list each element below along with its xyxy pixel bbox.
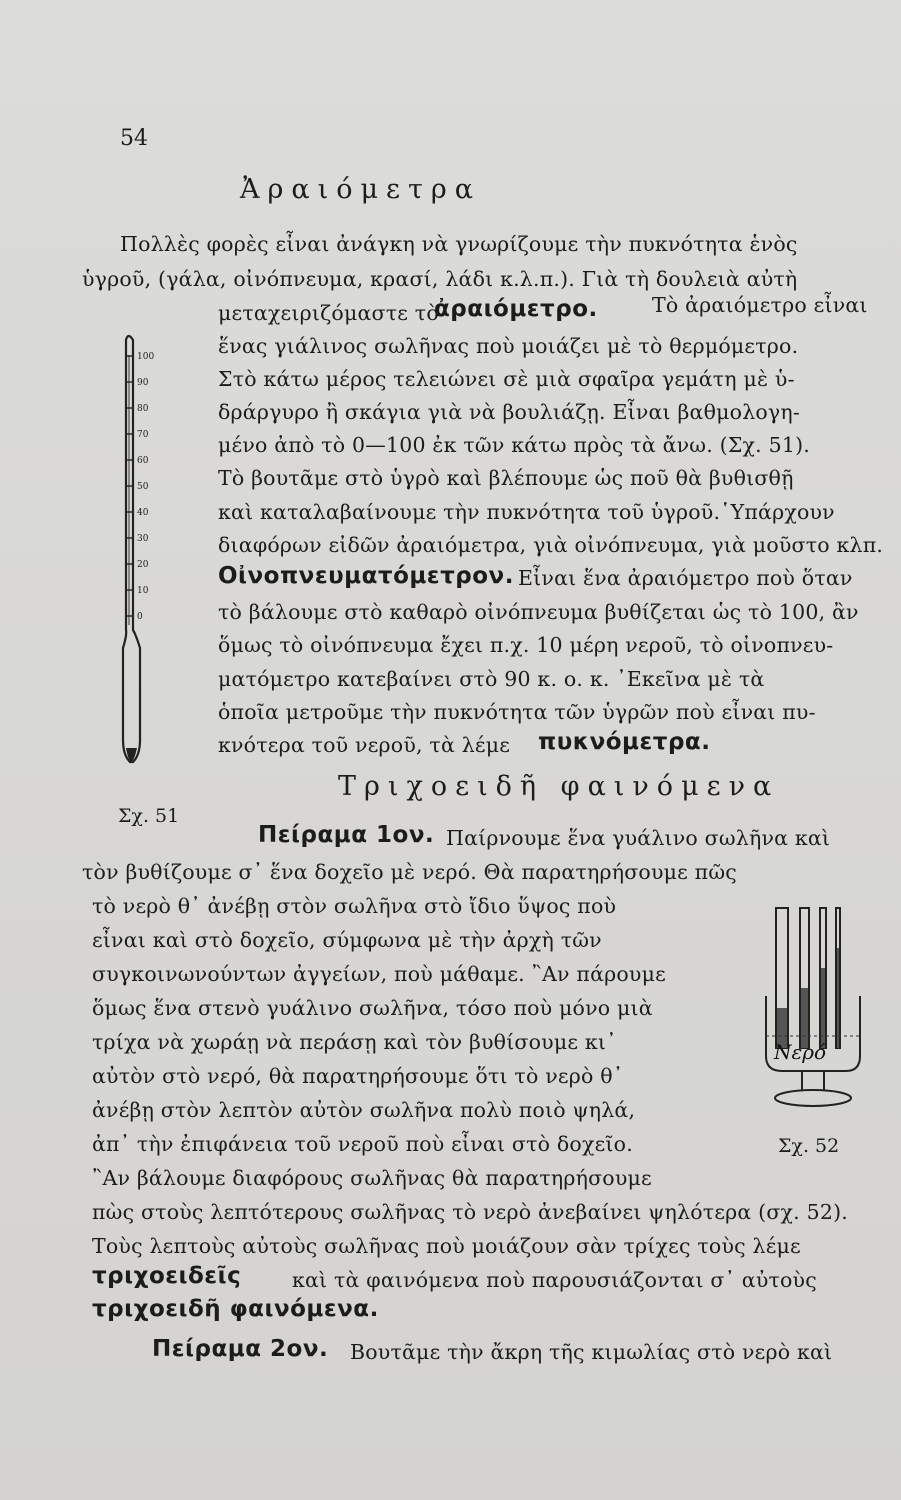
text-line: εἶναι καὶ στὸ δοχεῖο, σύμφωνα μὲ τὴν ἀρχὴ τῶν [92,928,602,952]
text-line: τὸν βυθίζουμε σ᾿ ἕνα δοχεῖο μὲ νερό. Θὰ παρατηρήσουμε πῶς [82,860,737,884]
text-line: Βουτᾶμε τὴν ἄκρη τῆς κιμωλίας στὸ νερὸ καὶ [350,1340,833,1364]
hydrometer-figure [96,330,176,790]
text-line: διαφόρων εἰδῶν ἀραιόμετρα, γιὰ οἰνόπνευμα, γιὰ μοῦστο κλπ. [218,533,884,557]
text-line: ὁποῖα μετροῦμε τὴν πυκνότητα τῶν ὑγρῶν ποὺ εἶναι πυ- [218,700,816,724]
term-oinopneumatometron: Οἰνοπνευματόμετρον. [218,563,514,589]
term-pyknometra: πυκνόμετρα. [538,729,711,755]
scale-label: 80 [137,404,149,414]
text-line: Τὸ ἀραιόμετρο εἶναι [652,293,868,317]
text-line: ῍Αν βάλουμε διαφόρους σωλῆνας θὰ παρατηρήσουμε [92,1166,652,1190]
text-line: δράργυρο ἢ σκάγια γιὰ νὰ βουλιάζῃ. Εἶναι βαθμολογη- [218,400,800,424]
text-line: Παίρνουμε ἕνα γυάλινο σωλῆνα καὶ [446,826,831,850]
text-line: καὶ τὰ φαινόμενα ποὺ παρουσιάζονται σ᾿ αὐτοὺς [292,1268,817,1292]
text-line: συγκοινωνούντων ἀγγείων, ποὺ μάθαμε. ῍Αν πάρουμε [92,962,666,986]
term-trichoeideis: τριχοειδεῖς [92,1263,242,1289]
text-line: ἀπ᾿ τὴν ἐπιφάνεια τοῦ νεροῦ ποὺ εἶναι στὸ δοχεῖο. [92,1132,633,1156]
capillary-tubes-figure [752,896,882,1116]
text-line: ἕνας γιάλινος σωλῆνας ποὺ μοιάζει μὲ τὸ θερμόμετρο. [218,334,799,358]
text-line: Τοὺς λεπτοὺς αὐτοὺς σωλῆνας ποὺ μοιάζουν σὰν τρίχες τοὺς λέμε [92,1234,801,1258]
text-line: μένο ἀπὸ τὸ 0—100 ἐκ τῶν κάτω πρὸς τὰ ἄνω. (Σχ. 51). [218,433,810,457]
scale-label: 40 [137,508,149,518]
experiment-2-title: Πείραμα 2ον. [152,1336,329,1362]
text-line: τὸ βάλουμε στὸ καθαρὸ οἰνόπνευμα βυθίζεται ὡς τὸ 100, ἂν [218,600,859,624]
scale-label: 90 [137,378,149,388]
scale-label: 0 [137,612,143,622]
text-line: Πολλὲς φορὲς εἶναι ἀνάγκη νὰ γνωρίζουμε τὴν πυκνότητα ἑνὸς [120,232,798,256]
text-line: καὶ καταλαβαίνουμε τὴν πυκνότητα τοῦ ὑγροῦ.῾Υπάρχουν [218,500,835,524]
figure-52-label: Νερό [774,1040,827,1064]
scale-label: 50 [137,482,149,492]
figure-52-caption: Σχ. 52 [778,1135,840,1157]
experiment-1-title: Πείραμα 1ον. [258,822,435,848]
text-line: ὅμως ἕνα στενὸ γυάλινο σωλῆνα, τόσο ποὺ μόνο μιὰ [92,996,653,1020]
text-line: ὅμως τὸ οἰνόπνευμα ἔχει π.χ. 10 μέρη νεροῦ, τὸ οἰνοπνευ- [218,633,834,657]
text-line: κνότερα τοῦ νεροῦ, τὰ λέμε [218,733,511,757]
text-line: Εἶναι ἕνα ἀραιόμετρο ποὺ ὅταν [518,566,853,590]
figure-51-caption: Σχ. 51 [118,805,180,827]
text-line: Στὸ κάτω μέρος τελειώνει σὲ μιὰ σφαῖρα γεμάτη μὲ ὑ- [218,367,795,391]
text-line: ματόμετρο κατεβαίνει στὸ 90 κ. ο. κ. ᾿Εκεῖνα μὲ τὰ [218,667,765,691]
text-line: ὑγροῦ, (γάλα, οἰνόπνευμα, κρασί, λάδι κ.λ.π.). Γιὰ τὴ δουλειὰ αὐτὴ [82,267,798,291]
text-line: Τὸ βουτᾶμε στὸ ὑγρὸ καὶ βλέπουμε ὡς ποῦ θὰ βυθισθῇ [218,466,794,490]
term-trichoeidi-fainomena: τριχοειδῆ φαινόμενα. [92,1296,379,1322]
scale-label: 100 [137,352,155,362]
term-araiometro: ἀραιόμετρο. [434,296,598,322]
text-line: ἀνέβῃ στὸν λεπτὸν αὐτὸν σωλῆνα πολὺ ποιὸ ψηλά, [92,1098,636,1122]
scale-label: 20 [137,560,149,570]
scale-label: 70 [137,430,149,440]
text-line: τρίχα νὰ χωράῃ νὰ περάσῃ καὶ τὸν βυθίσουμε κι᾿ [92,1030,617,1054]
text-line: πὼς στοὺς λεπτότερους σωλῆνας τὸ νερὸ ἀνεβαίνει ψηλότερα (σχ. 52). [92,1200,848,1224]
text-line: τὸ νερὸ θ᾿ ἀνέβῃ στὸν σωλῆνα στὸ ἴδιο ὕψος ποὺ [92,894,617,918]
section-heading-araiometra: Ἀραιόμετρα [240,174,482,205]
section-heading-capillary: Τριχοειδῆ φαινόμενα [338,771,780,802]
scale-label: 10 [137,586,149,596]
text-line: αὐτὸν στὸ νερό, θὰ παρατηρήσουμε ὅτι τὸ νερὸ θ᾿ [92,1064,624,1088]
text-line: μεταχειριζόμαστε τὸ [218,301,439,325]
page-number: 54 [120,126,148,151]
scale-label: 60 [137,456,149,466]
scale-label: 30 [137,534,149,544]
